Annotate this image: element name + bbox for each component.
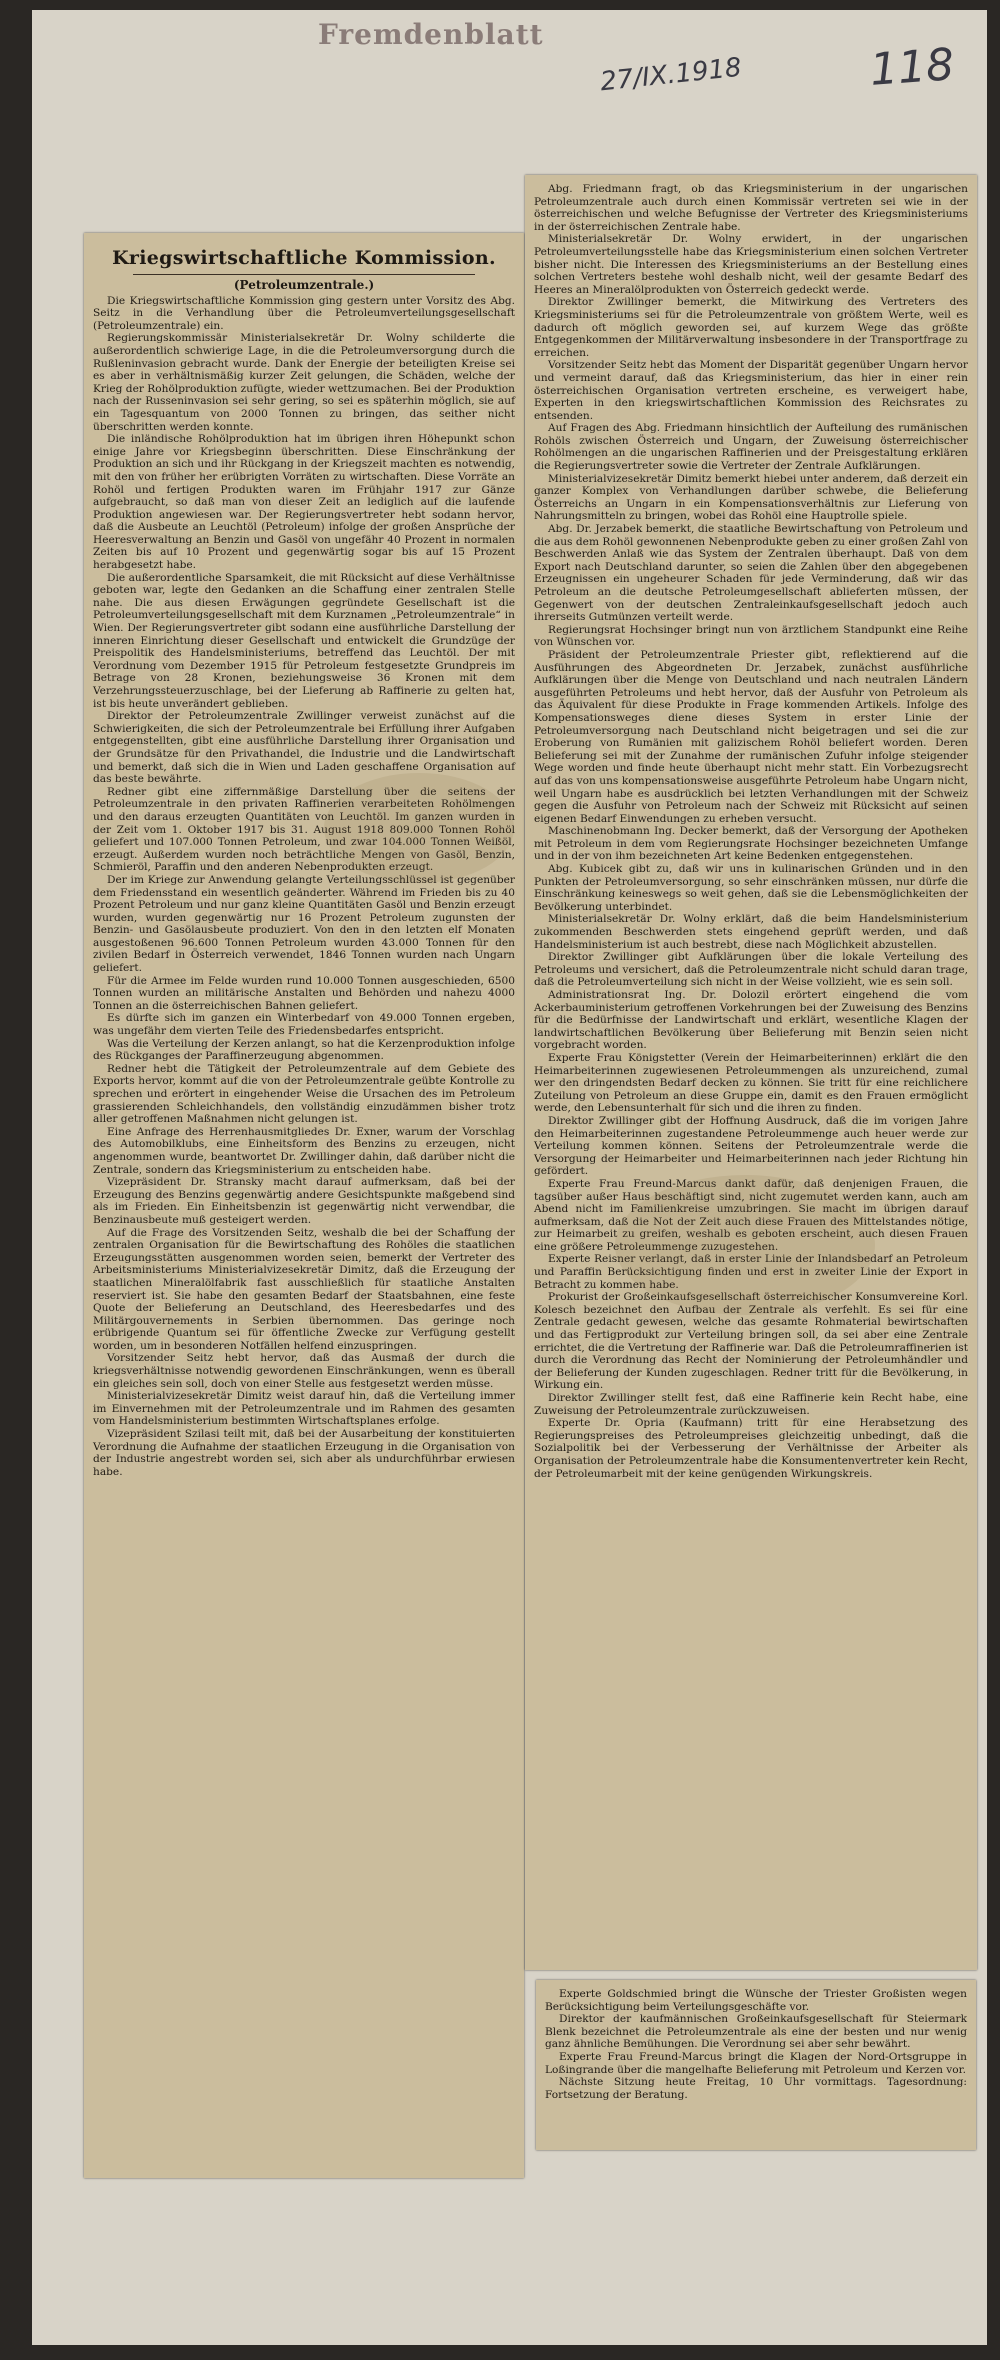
article-paragraph: Vorsitzender Seitz hebt hervor, daß das Ausmaß der durch die kriegsverhältnisse notwendig gewordenen Einschränkungen, wenn es überall ein gleiches sein soll, doch von einer Stelle aus festgesetzt werden müsse. [93, 1352, 515, 1390]
article-paragraph: Ministerialsekretär Dr. Wolny erwidert, in der ungarischen Petroleumverteilungsstelle habe das Kriegsministerium einen solchen Vertreter bisher nicht. Die Interessen des Kriegsministeriums an der Bestellung eines solchen Vertreters bestehe wohl deshalb nicht, weil der gesamte Bedarf des Heeres an Mineralölprodukten von Österreich gedeckt werde. [534, 233, 968, 296]
article-paragraph: Redner gibt eine ziffernmäßige Darstellung über die seitens der Petroleumzentrale in den privaten Raffinerien verarbeiteten Rohölmengen und den daraus erzeugten Quantitäten von Leuchtöl. Im ganzen wurden in der Zeit vom 1. Oktober 1917 bis 31. August 1918 809.000 Tonnen Rohöl geliefert und 107.000 Tonnen Petroleum, und zwar 104.000 Tonnen Weißöl, erzeugt. Außerdem wurden noch beträchtliche Mengen von Gasöl, Benzin, Schmieröl, Paraffin und den anderen Nebenprodukten erzeugt. [93, 785, 515, 874]
article-paragraph: Vizepräsident Dr. Stransky macht darauf aufmerksam, daß bei der Erzeugung des Benzins gegenwärtig andere Gesichtspunkte maßgebend sind als im Frieden. Ein Einheitsbenzin ist gegenwärtig nicht verwendbar, die Benzinausbeute muß gesteigert werden. [93, 1176, 515, 1226]
clipping-right-column [525, 175, 977, 1970]
article-paragraph: Was die Verteilung der Kerzen anlangt, so hat die Kerzenproduktion infolge des Rückganges der Paraffinerzeugung abgenommen. [93, 1037, 515, 1063]
article-paragraph: Der im Kriege zur Anwendung gelangte Verteilungsschlüssel ist gegenüber dem Friedensstand ein wesentlich geänderter. Während im Frieden bis zu 40 Prozent Petroleum und nur ganz kleine Quantitäten Gasöl und Benzin erzeugt wurden, wurden gegenwärtig nur 16 Prozent Petroleum zugunsten der Benzin- und Gasölausbeute produziert. Von den in den letzten elf Monaten ausgestoßenen 96.600 Tonnen Petroleum wurden 43.000 Tonnen für den zivilen Bedarf in Österreich verwendet, 1846 Tonnen wurden nach Ungarn geliefert. [93, 873, 515, 975]
article-paragraph: Die Kriegswirtschaftliche Kommission ging gestern unter Vorsitz des Abg. Seitz in die Verhandlung über die Petroleumverteilungsgesellschaft (Petroleumzentrale) ein. [93, 294, 515, 332]
article-paragraph: Experte Goldschmied bringt die Wünsche der Triester Großisten wegen Berücksichtigung beim Verteilungsgeschäfte vor. [545, 1988, 967, 2013]
article-paragraph: Experte Reisner verlangt, daß in erster Linie der Inlandsbedarf an Petroleum und Paraffin Berücksichtigung finden und erst in zweiter Linie der Export in Betracht zu kommen habe. [534, 1253, 968, 1291]
article-paragraph: Experte Frau Freund-Marcus bringt die Klagen der Nord-Ortsgruppe in Loßingrande über die mangelhafte Belieferung mit Petroleum und Kerzen vor. [545, 2050, 967, 2076]
article-paragraph: Direktor Zwillinger stellt fest, daß eine Raffinerie kein Recht habe, eine Zuweisung der Petroleumzentrale zurückzuweisen. [534, 1392, 968, 1417]
article-paragraph: Nächste Sitzung heute Freitag, 10 Uhr vormittags. Tagesordnung: Fortsetzung der Beratung. [545, 2076, 967, 2101]
article-headline: Kriegswirtschaftliche Kommission. [112, 247, 496, 269]
article-paragraph: Vizepräsident Szilasi teilt mit, daß bei der Ausarbeitung der konstituierten Verordnung die Aufnahme der staatlichen Erzeugung in die Organisation von der Industrie angestrebt worden sei, sich aber als undurchführbar erwiesen habe. [93, 1428, 515, 1478]
article-paragraph: Auf die Frage des Vorsitzenden Seitz, weshalb die bei der Schaffung der zentralen Organisation für die Bewirtschaftung des Rohöles die staatlichen Erzeugungsstätten ausgenommen worden seien, bemerkt der Vertreter des Arbeitsministeriums Ministerialvizesekretär Dimitz, daß die Erzeugung der staatlichen Mineralölfabrik fast ausschließlich für staatliche Anstalten reserviert ist. Sie habe den gesamten Bedarf der Staatsbahnen, eine feste Quote der Belieferung an Deutschland, des Heeresbedarfes und des Militärgouvernements in Serbien übernommen. Das geringe noch erübrigende Quantum sei für öffentliche Zwecke zur Verfügung gestellt worden, um in besonderen Notfällen helfend einzuspringen. [93, 1226, 515, 1352]
handwritten-date: 27/IX.1918 [598, 52, 743, 98]
article-paragraph: Maschinenobmann Ing. Decker bemerkt, daß der Versorgung der Apotheken mit Petroleum in dem vom Regierungsrate Hochsinger bezeichneten Umfange und in der von ihm bezeichneten Art keine Bedenken entgegenstehen. [534, 825, 968, 863]
article-paragraph: Die außerordentliche Sparsamkeit, die mit Rücksicht auf diese Verhältnisse geboten war, legte den Gedanken an die Schaffung einer zentralen Stelle nahe. Die aus diesen Erwägungen gegründete Gesellschaft ist die Petroleumverteilungsgesellschaft mit dem Kurznamen „Petroleumzentrale“ in Wien. Der Regierungsvertreter gibt sodann eine ausführliche Darstellung der inneren Einrichtung dieser Gesellschaft und entwickelt die Grundzüge der Preispolitik des Handelsministeriums, betreffend das Leuchtöl. Der mit Verordnung vom Dezember 1915 für Petroleum festgesetzte Grundpreis im Betrage von 28 Kronen, beziehungsweise 36 Kronen mit dem Verzehrungssteuerzuschlage, bei der Lieferung ab Raffinerie zu gelten hat, ist bis heute unverändert geblieben. [93, 571, 515, 710]
continuation-body [545, 1988, 967, 2101]
article-paragraph: Regierungsrat Hochsinger bringt nun von ärztlichem Standpunkt eine Reihe von Wünschen vor. [534, 623, 968, 649]
article-paragraph: Administrationsrat Ing. Dr. Dolozil erörtert eingehend die vom Ackerbauministerium getroffenen Vorkehrungen bei der Zuweisung des Benzins für die Bedürfnisse der Landwirtschaft und erklärt, wesentliche Klagen der landwirtschaftlichen Bevölkerung über Belieferung mit Benzin seien nicht vorgebracht worden. [534, 989, 968, 1052]
article-paragraph: Die inländische Rohölproduktion hat im übrigen ihren Höhepunkt schon einige Jahre vor Kriegsbeginn überschritten. Diese Einschränkung der Produktion an sich und ihr Rückgang in der Kriegszeit machten es notwendig, mit den von früher her erübrigten Vorräten zu wirtschaften. Diese Vorräte an Rohöl und fertigen Produkten waren im Frühjahr 1917 zur Gänze aufgebraucht, so daß man von dieser Zeit an lediglich auf die laufende Produktion angewiesen war. Der Regierungsvertreter hebt sodann hervor, daß die Ausbeute an Leuchtöl (Petroleum) infolge der großen Ansprüche der Heeresverwaltung an Benzin und Gasöl von ungefähr 40 Prozent in normalen Zeiten bis auf 10 Prozent und gegenwärtig sogar bis auf 15 Prozent herabgesetzt habe. [93, 433, 515, 572]
article-paragraph: Experte Dr. Opria (Kaufmann) tritt für eine Herabsetzung des Regierungspreises des Petroleumpreises gleichzeitig unbedingt, daß die Sozialpolitik bei der Verbesserung der Verhältnisse der Arbeiter als Organisation der Petroleumzentrale habe die Konsumentenvertreter kein Recht, der Petroleumarbeit mit der keine genügenden Wirkungskreis. [534, 1417, 968, 1480]
article-paragraph: Regierungskommissär Ministerialsekretär Dr. Wolny schilderte die außerordentlich schwierige Lage, in die die Petroleumversorgung durch die Rußleninvasion gebracht wurde. Dank der Energie der beteiligten Kreise sei es aber in verhältnismäßig kurzer Zeit gelungen, die Schäden, welche der Krieg der Rohölproduktion zufügte, wieder wettzumachen. Bei der Produktion nach der Russeninvasion sei sehr gering, so sei es späterhin möglich, sie auf ein Tagesquantum von 2000 Tonnen zu bringen, das seither nicht überschritten werden konnte. [93, 332, 516, 433]
article-paragraph: Es dürfte sich im ganzen ein Winterbedarf von 49.000 Tonnen ergeben, was ungefähr dem vierten Teile des Friedensbedarfes entspricht. [93, 1012, 515, 1038]
article-paragraph: Ministerialvizesekretär Dimitz weist darauf hin, daß die Verteilung immer im Einvernehmen mit der Petroleumzentrale und im Rahmen des gesamten vom Handelsministerium bestimmten Wirtschaftsplanes erfolge. [93, 1390, 515, 1428]
newspaper-name: Fremdenblatt [318, 18, 544, 51]
article-paragraph: Auf Fragen des Abg. Friedmann hinsichtlich der Aufteilung des rumänischen Rohöls zwischen Österreich und Ungarn, der Zuweisung österreichischer Rohölmengen an die ungarischen Raffinerien und der Preisgestaltung erklären die Regierungsvertreter sowie die Vertreter der Zentrale Aufklärungen. [534, 422, 968, 473]
article-paragraph: Präsident der Petroleumzentrale Priester gibt, reflektierend auf die Ausführungen des Abgeordneten Dr. Jerzabek, zunächst ausführliche Aufklärungen über die Menge von Deutschland und nach neutralen Ländern ausgeführten Petroleums und hebt hervor, daß der Ausfuhr von Petroleum als das Äquivalent für diese Produkte in Frage kommenden Artikels. Infolge des Kompensationsweges diene dieses System in erster Linie der Petroleumversorgung nach Deutschland nicht beigetragen und sei die zur Eroberung von Rumänien mit galizischem Rohöl beliefert worden. Deren Belieferung sei mit der Zunahme der rumänischen Zufuhr infolge steigender Wege worden und finde heute überhaupt nicht mehr statt. Ein Vorbezugsrecht auf das von uns kompensationsweise ausgeführte Petroleum habe Ungarn nicht, weil Ungarn habe es ausdrücklich bei letzten Verhandlungen mit der Schweiz gegen die Ausfuhr von Petroleum nach der Schweiz mit Rücksicht auf seinen eigenen Bedarf Einwendungen zu erheben versucht. [534, 648, 968, 825]
article-paragraph: Eine Anfrage des Herrenhausmitgliedes Dr. Exner, warum der Vorschlag des Automobilklubs, eine Einheitsform des Benzins zu erzeugen, nicht angenommen wurde, beantwortet Dr. Zwillinger dahin, daß darüber nicht die Zentrale, sondern das Kriegsministerium zu entscheiden habe. [93, 1125, 515, 1176]
handwritten-archive-number: 118 [868, 39, 956, 96]
article-paragraph: Direktor der Petroleumzentrale Zwillinger verweist zunächst auf die Schwierigkeiten, die sich der Petroleumzentrale bei Erfüllung ihrer Aufgaben entgegenstellten, gibt eine ausführliche Darstellung ihrer Organisation und der Grundsätze für den Privathandel, die Industrie und die Landwirtschaft und bemerkt, daß sich die in Wien und Laden geschaffene Organisation auf das beste bewährte. [93, 710, 515, 786]
article-paragraph: Direktor Zwillinger bemerkt, die Mitwirkung des Vertreters des Kriegsministeriums sei für die Petroleumzentrale von größtem Werte, weil es dadurch oft möglich geworden sei, auf kurzem Wege das größte Entgegenkommen der Militärverwaltung insbesondere in der Transportfrage zu erreichen. [534, 296, 968, 359]
article-paragraph: Direktor Zwillinger gibt Aufklärungen über die lokale Verteilung des Petroleums und versichert, daß die Petroleumzentrale nicht schuld daran trage, daß die Petroleumverteilung sich nicht in der Weise vollzieht, wie es sein soll. [534, 951, 968, 989]
article-paragraph: Direktor Zwillinger gibt der Hoffnung Ausdruck, daß die im vorigen Jahre den Heimarbeiterinnen zugestandene Petroleummenge auch heuer werde zur Verteilung kommen können. Seitens der Petroleumzentrale werde die Versorgung der Heimarbeiter und Heimarbeiterinnen nach jeder Richtung hin gefördert. [534, 1114, 968, 1178]
article-paragraph: Abg. Dr. Jerzabek bemerkt, die staatliche Bewirtschaftung von Petroleum und die aus dem Rohöl gewonnenen Nebenprodukte geben zu einer großen Zahl von Beschwerden Anlaß wie das System der Zentralen überhaupt. Daß von dem Export nach Deutschland darunter, so seien die Zahlen über den abgegebenen Erzeugnissen ein ungeheurer Schaden für jede Verminderung, daß wir das Petroleum an die deutsche Petroleumgesellschaft ablieferten müssen, der Gegenwert von der deutschen Zentraleinkaufsgesellschaft jedoch auch ihrerseits Gutmünzen verteilt werde. [534, 523, 968, 624]
right-column-body [534, 183, 968, 1480]
article-paragraph: Redner hebt die Tätigkeit der Petroleumzentrale auf dem Gebiete des Exports hervor, kommt auf die von der Petroleumzentrale geübte Kontrolle zu sprechen und erörtert in eingehender Weise die Ursachen des im Petroleum grassierenden Schleichhandels, den vollständig einzudämmen bisher trotz aller getroffenen Maßnahmen nicht gelungen ist. [93, 1062, 515, 1126]
article-paragraph: Ministerialvizesekretär Dimitz bemerkt hiebei unter anderem, daß derzeit ein ganzer Komplex von Verhandlungen darüber schwebe, die Belieferung Österreichs an Ungarn in ein Kompensationsverhältnis zur Lieferung von Nahrungsmitteln zu bringen, wobei das Rohöl eine Hauptrolle spiele. [534, 472, 968, 523]
article-paragraph: Abg. Friedmann fragt, ob das Kriegsministerium in der ungarischen Petroleumzentrale auch durch einen Kommissär vertreten sei wie in der österreichischen und welche Befugnisse der Vertreter des Kriegsministeriums in der österreichischen Zentrale habe. [534, 183, 968, 233]
article-paragraph: Für die Armee im Felde wurden rund 10.000 Tonnen ausgeschieden, 6500 Tonnen wurden an militärische Anstalten und Behörden und nahezu 4000 Tonnen an die österreichischen Bahnen geliefert. [93, 974, 515, 1012]
clipping-continuation [536, 1980, 976, 2150]
article-paragraph: Ministerialsekretär Dr. Wolny erklärt, daß die beim Handelsministerium zukommenden Beschwerden stets eingehend geprüft werden, und daß Handelsministerium ist auch bestrebt, diese nach Möglichkeit abzustellen. [534, 913, 968, 951]
left-column-body [93, 295, 515, 1479]
article-paragraph: Experte Frau Freund-Marcus dankt dafür, daß denjenigen Frauen, die tagsüber außer Haus beschäftigt sind, nicht zugemutet werden kann, auch am Abend nicht im Familienkreise umzubringen. Sie macht im übrigen darauf aufmerksam, daß die Not der Zeit auch diese Frauen des Mittelstandes nötige, zur Heimarbeit zu greifen, weshalb es geboten erscheint, auch diesen Frauen eine größere Petroleummenge zuzugestehen. [534, 1177, 968, 1253]
article-paragraph: Abg. Kubicek gibt zu, daß wir uns in kulinarischen Gründen und in den Punkten der Petroleumversorgung, so sehr einschränken müssen, nur dürfe die Einschränkung keineswegs so weit gehen, daß sie die Lebensmöglichkeiten der Bevölkerung unterbindet. [534, 863, 968, 913]
article-subheadline: (Petroleumzentrale.) [233, 278, 375, 292]
article-paragraph: Direktor der kaufmännischen Großeinkaufsgesellschaft für Steiermark Blenk bezeichnet die Petroleumzentrale als eine der besten und nur wenig ganz ähnliche Bemühungen. Die Verordnung sei aber sehr bewährt. [545, 2013, 967, 2051]
newspaper-stamp [318, 18, 544, 51]
article-paragraph: Experte Frau Königstetter (Verein der Heimarbeiterinnen) erklärt die den Heimarbeiterinnen zugewiesenen Petroleummengen als unzureichend, zumal wer den dringendsten Bedarf decken zu können. Sie tritt für eine reichlichere Zuteilung von Petroleum an diese Gruppe ein, damit es den Frauen ermöglicht werde, den Lebensunterhalt für sich und die ihren zu finden. [534, 1051, 968, 1115]
headline-rule [133, 274, 475, 275]
article-paragraph: Prokurist der Großeinkaufsgesellschaft österreichischer Konsumvereine Korl. Kolesch bezeichnet den Aufbau der Zentrale als verfehlt. Es sei für eine Zentrale gedacht gewesen, welche das gesamte Rohmaterial bewirtschaften und das Fertigprodukt zur Verteilung bringen soll, da sei aber eine Zentrale errichtet, die die Vertretung der Raffinerie war. Daß die Petroleumraffinerien ist durch die Verordnung das Recht der Nominierung der Petroleumhändler und der Belieferung der Kunden zugeschlagen. Redner tritt für die Bevölkerung, in Wirkung ein. [534, 1291, 968, 1392]
article-paragraph: Vorsitzender Seitz hebt das Moment der Disparität gegenüber Ungarn hervor und vermeint darauf, daß das Kriegsministerium, das hier in einer rein österreichischen Organisation vertreten erscheine, es verweigert habe, Experten in den kriegswirtschaftlichen Kommission des Reichsrates zu entsenden. [534, 359, 968, 422]
clipping-left-column [84, 233, 524, 2178]
